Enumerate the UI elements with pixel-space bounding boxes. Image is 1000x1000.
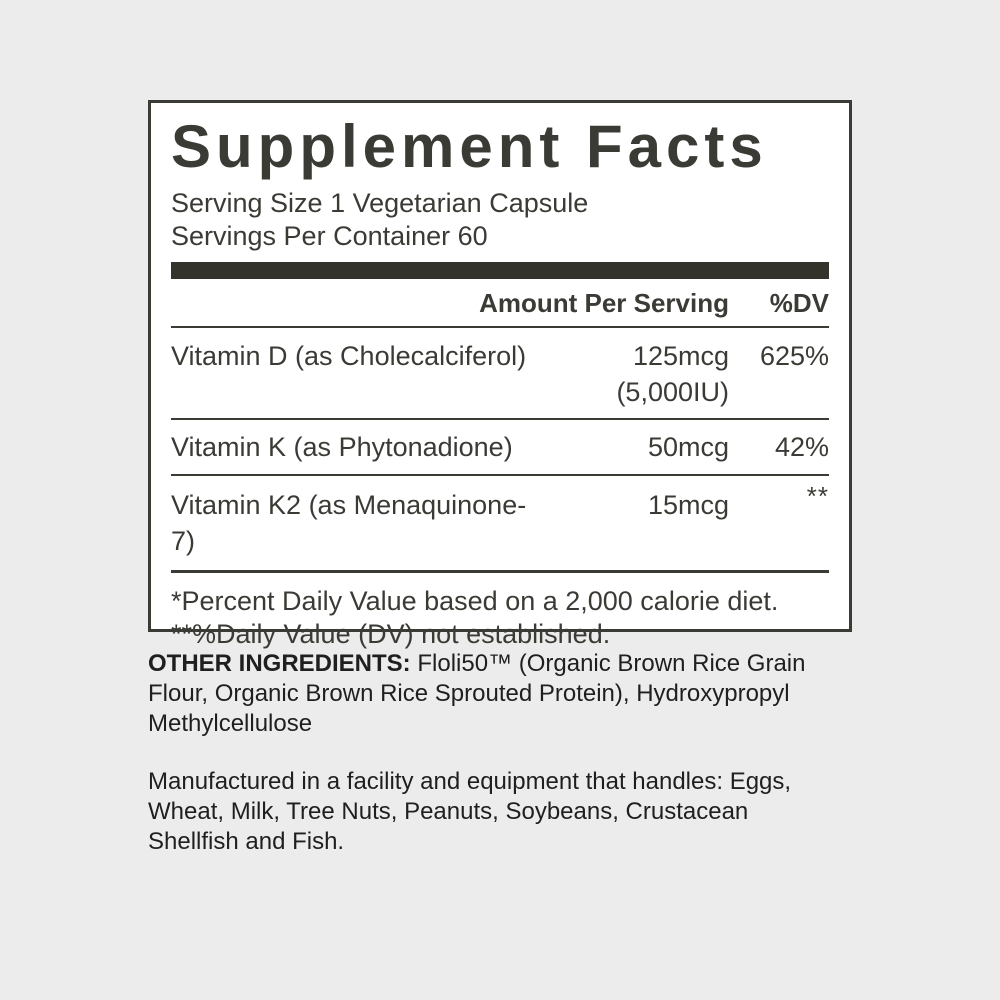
allergen-notice-line-1: Manufactured in a facility and equipment that handles: Eggs, <box>148 768 792 795</box>
nutrient-name: Vitamin K (as Phytonadione) <box>171 432 513 462</box>
footnote-daily-value: *Percent Daily Value based on a 2,000 calorie diet. <box>171 586 779 616</box>
label-body-text <box>148 649 864 857</box>
footnotes <box>171 585 829 651</box>
nutrient-name: Vitamin K2 (as Menaquinone-7) <box>171 490 527 556</box>
nutrient-amount-value: 125mcg <box>632 341 729 371</box>
allergen-notice-line-3: Shellfish and Fish. <box>148 828 345 855</box>
supplement-facts-panel <box>148 100 852 649</box>
servings-per-container: Servings Per Container 60 <box>171 221 488 251</box>
serving-size: Serving Size 1 Vegetarian Capsule <box>171 188 589 218</box>
table-header-row <box>171 279 829 328</box>
table-row-vitamin-k <box>171 420 829 474</box>
allergen-notice-paragraph <box>148 767 864 857</box>
header-percent-dv: %DV <box>769 288 829 318</box>
nutrient-amount-alt: (5,000IU) <box>616 377 729 407</box>
nutrient-amount: 50mcg <box>647 432 729 462</box>
divider-thick-bar <box>171 262 829 279</box>
other-ingredients-label: OTHER INGREDIENTS: <box>148 650 411 677</box>
nutrient-dv: 625% <box>759 341 829 371</box>
nutrient-dv: 42% <box>774 432 829 462</box>
nutrient-amount <box>549 338 729 410</box>
other-ingredients-line-2: Flour, Organic Brown Rice Sprouted Protein), Hydroxypropyl <box>148 680 790 707</box>
row-separator-thick <box>171 570 829 573</box>
nutrient-dv-asterisks: ** <box>806 481 829 511</box>
supplement-facts-title: Supplement Facts <box>171 113 768 180</box>
table-row-vitamin-d <box>171 328 829 418</box>
serving-info <box>171 187 829 253</box>
footnote-dv-not-established: **%Daily Value (DV) not established. <box>171 619 611 649</box>
allergen-notice-line-2: Wheat, Milk, Tree Nuts, Peanuts, Soybeans, Crustacean <box>148 798 749 825</box>
other-ingredients-line-1 <box>148 649 864 679</box>
nutrient-amount: 15mcg <box>647 490 729 520</box>
table-row-vitamin-k2 <box>171 476 829 570</box>
other-ingredients-paragraph <box>148 649 864 739</box>
other-ingredients-line-1-rest: Floli50™ (Organic Brown Rice Grain <box>410 650 806 677</box>
other-ingredients-line-3: Methylcellulose <box>148 710 313 737</box>
header-amount-per-serving: Amount Per Serving <box>479 288 729 318</box>
nutrient-name: Vitamin D (as Cholecalciferol) <box>171 341 527 371</box>
